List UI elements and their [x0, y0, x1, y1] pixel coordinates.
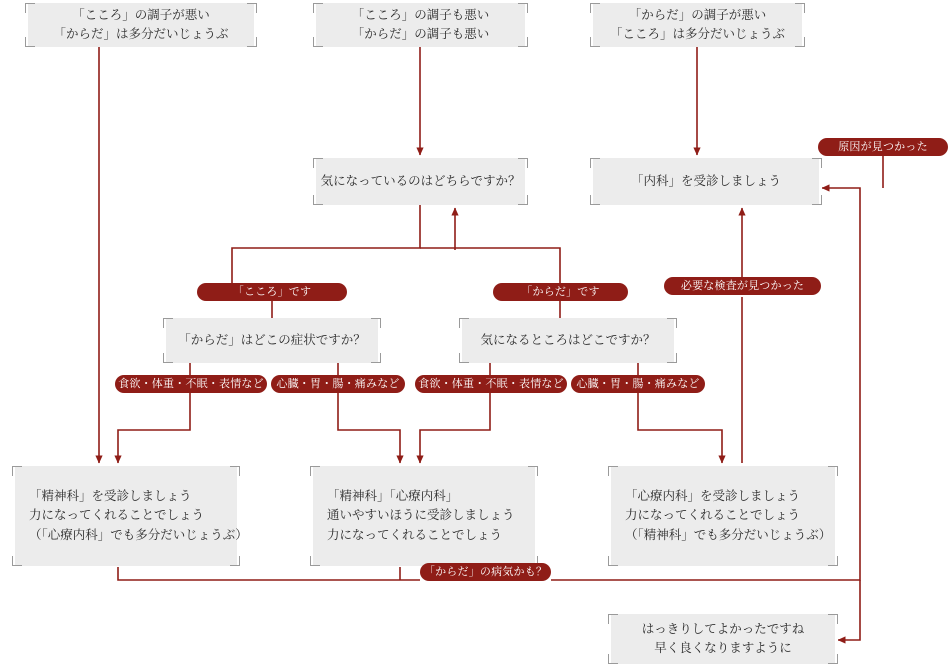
node-result-seishinka — [12, 466, 248, 566]
node-line: 「精神科」を受診しましょう — [29, 488, 192, 503]
node-ending — [608, 614, 838, 664]
node-result-shinryo-naika — [608, 466, 838, 566]
label-kokoro: 「こころ」です — [197, 283, 347, 301]
node-line: 「からだ」は多分だいじょうぶ — [53, 27, 229, 41]
node-line: 気になるところはどこですか？ — [480, 332, 656, 347]
node-start-both-bad — [313, 3, 528, 47]
node-result-either — [310, 466, 538, 566]
node-line: 力になってくれることでしょう — [29, 508, 205, 523]
node-visit-naika — [590, 158, 822, 205]
label-karada-illness: 「からだ」の病気かも？ — [420, 563, 551, 581]
node-line: 早く良くなりますように — [654, 641, 792, 655]
node-line: 「こころ」の調子が悪い — [72, 7, 210, 22]
node-question-which — [313, 158, 528, 205]
node-question-karada-symptom — [163, 318, 381, 363]
node-line: 「内科」を受診しましょう — [630, 173, 781, 188]
label-organ-left: 心臓・胃・腸・痛みなど — [271, 375, 405, 393]
label-appetite-left: 食欲・体重・不眠・表情など — [115, 375, 267, 393]
node-line: 力になってくれることでしょう — [625, 508, 801, 523]
node-line: 「からだ」の調子も悪い — [351, 27, 490, 41]
node-question-concern-where — [459, 318, 677, 363]
node-line: （「心療内科」でも多分だいじょうぶ） — [29, 527, 248, 542]
label-karada: 「からだ」です — [493, 283, 628, 301]
node-line: 通いやすいほうに受診しましょう — [327, 508, 515, 523]
node-start-kokoro-bad — [25, 3, 257, 47]
node-line: （「精神科」でも多分だいじょうぶ） — [625, 527, 832, 542]
node-line: 力になってくれることでしょう — [327, 527, 503, 542]
node-line: 「こころ」の調子も悪い — [351, 7, 490, 22]
node-line: はっきりしてよかったですね — [641, 621, 805, 636]
label-exam-found: 必要な検査が見つかった — [664, 277, 821, 295]
label-cause-found: 原因が見つかった — [818, 138, 948, 156]
node-line: 気になっているのはどちらですか？ — [320, 173, 521, 188]
label-organ-right: 心臓・胃・腸・痛みなど — [571, 375, 705, 393]
node-line: 「からだ」はどこの症状ですか？ — [178, 332, 366, 347]
node-line: 「こころ」は多分だいじょうぶ — [609, 27, 785, 41]
node-line: 「からだ」の調子が悪い — [628, 7, 767, 22]
label-appetite-right: 食欲・体重・不眠・表情など — [415, 375, 567, 393]
node-line: 「精神科」「心療内科」 — [327, 488, 459, 503]
node-line: 「心療内科」を受診しましょう — [625, 488, 801, 503]
node-start-karada-bad — [590, 3, 805, 47]
